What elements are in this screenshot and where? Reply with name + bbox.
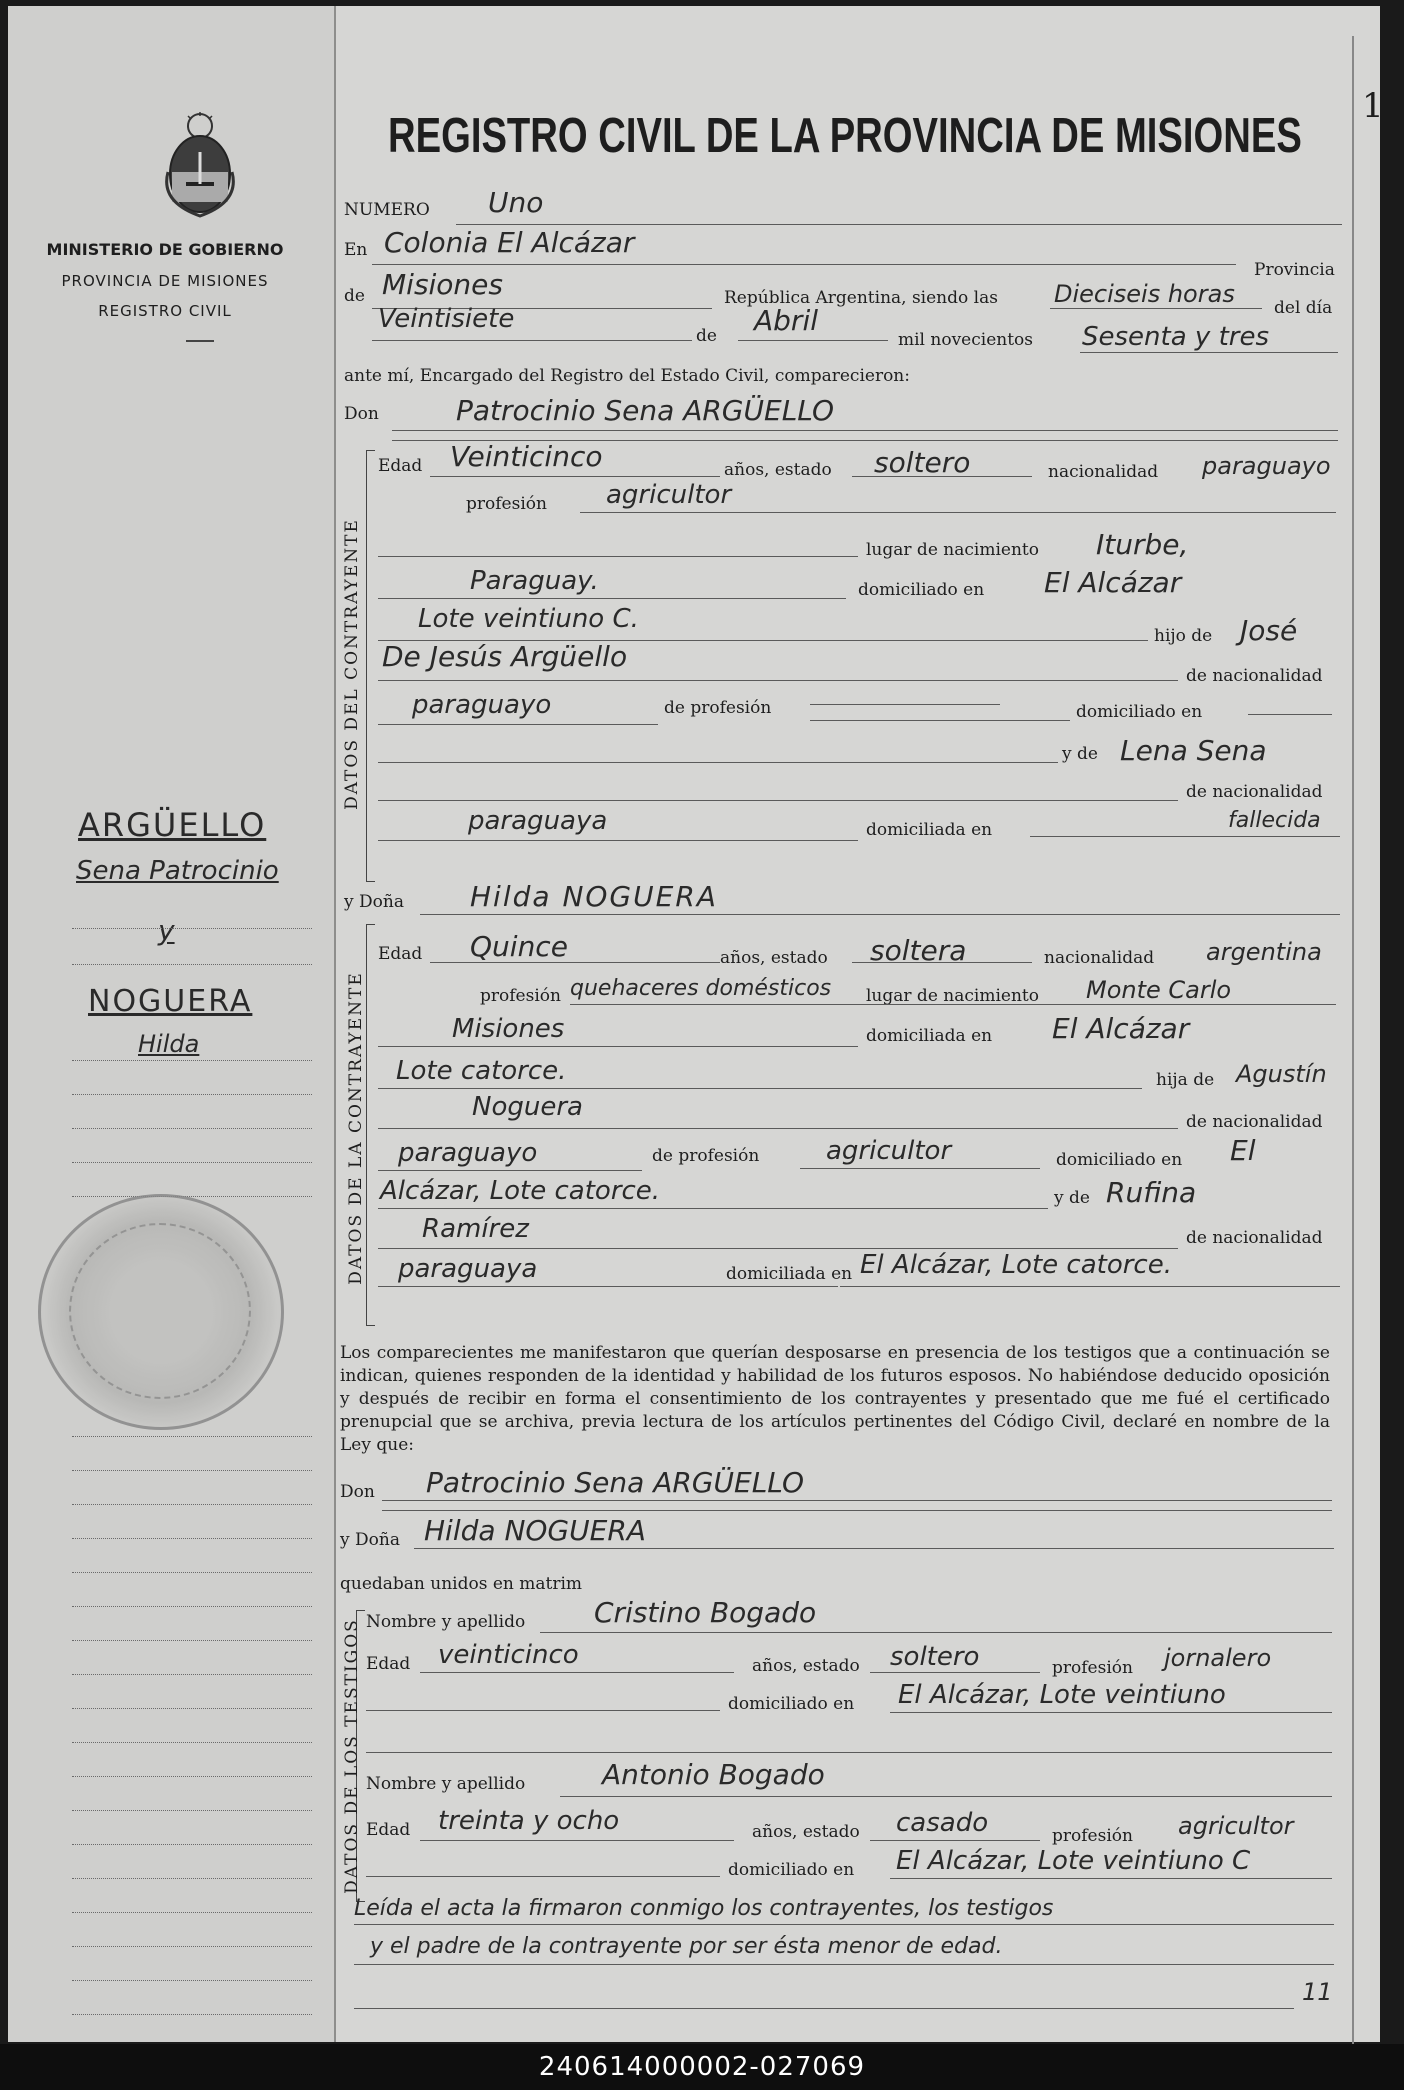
- label-numero: NUMERO: [344, 200, 430, 220]
- side-label-contrayente-f: DATOS DE LA CONTRAYENTE: [346, 971, 366, 1285]
- field-don: Patrocinio Sena ARGÜELLO: [456, 394, 835, 427]
- label-lugar-nac: lugar de nacimiento: [866, 540, 1039, 560]
- bride-bracket: [366, 924, 375, 1326]
- bride-padre-dom2: Alcázar, Lote catorce.: [380, 1176, 661, 1206]
- label-edad-w2: Edad: [366, 1820, 411, 1840]
- declaration-paragraph: Los comparecientes me manifestaron que querían desposarse en presencia de los testigos que a continuación se indican, quienes responden de la identidad y habilidad de los futuros esposos. No habiéndose deducido oposición y después de recibir en forma el consentimiento de los contrayentes y presentado que me fué el certificado prenupcial que se archiva, previa lectura de los artículos pertinentes del Código Civil, declaré en nombre de la Ley que:: [340, 1343, 1330, 1455]
- label-lugar-nac-f: lugar de nacimiento: [866, 986, 1039, 1006]
- margin-conjunction: y: [158, 914, 175, 947]
- label-de-nacionalidad-f: de nacionalidad: [1186, 1112, 1323, 1132]
- coat-of-arms-icon: [160, 112, 240, 224]
- label-domiciliado-f-padre: domiciliado en: [1056, 1150, 1183, 1170]
- page-number: 1: [1362, 86, 1384, 126]
- field-en: Colonia El Alcázar: [384, 226, 635, 259]
- label-nacionalidad: nacionalidad: [1048, 462, 1159, 482]
- witness1-edad: veinticinco: [438, 1640, 579, 1670]
- label-nacionalidad-f: nacionalidad: [1044, 948, 1155, 968]
- groom-padre2: De Jesús Argüello: [382, 640, 628, 673]
- margin-divider: [334, 6, 336, 2042]
- field-dia: Veintisiete: [378, 304, 515, 334]
- witness1-nombre: Cristino Bogado: [594, 1596, 817, 1629]
- label-don: Don: [344, 404, 379, 424]
- margin-surname-bride: NOGUERA: [88, 984, 253, 1019]
- groom-estado: soltero: [874, 446, 971, 479]
- label-don-2: Don: [340, 1482, 375, 1502]
- label-domiciliada: domiciliada en: [866, 820, 993, 840]
- field-dona: Hilda NOGUERA: [470, 880, 718, 913]
- label-de-nacionalidad: de nacionalidad: [1186, 666, 1323, 686]
- official-seal-stamp: [38, 1194, 284, 1430]
- label-de-nacionalidad-f-madre: de nacionalidad: [1186, 1228, 1323, 1248]
- margin-names-bride: Hilda: [138, 1030, 200, 1058]
- margin-names-groom: Sena Patrocinio: [76, 856, 279, 886]
- page-title: REGISTRO CIVIL DE LA PROVINCIA DE MISIONES: [388, 109, 1302, 163]
- field-don-2: Patrocinio Sena ARGÜELLO: [426, 1466, 805, 1499]
- side-label-testigos: DATOS DE LOS TESTIGOS: [342, 1618, 362, 1894]
- label-ante-mi: ante mí, Encargado del Registro del Estado Civil, comparecieron:: [344, 366, 910, 386]
- document-id-footer: 240614000002-027069: [0, 2044, 1404, 2090]
- groom-padre-nac: paraguayo: [412, 690, 552, 720]
- label-de: de: [344, 286, 365, 306]
- label-domiciliada-f-madre: domiciliada en: [726, 1264, 853, 1284]
- label-quedaban: quedaban unidos en matrim: [340, 1574, 583, 1594]
- bride-estado: soltera: [870, 934, 967, 967]
- witness2-domicilio: El Alcázar, Lote veintiuno C: [896, 1846, 1251, 1876]
- groom-domicilio: El Alcázar: [1044, 566, 1182, 599]
- bride-madre-nac: paraguaya: [398, 1254, 538, 1284]
- witness2-nombre: Antonio Bogado: [602, 1758, 825, 1791]
- label-de-nacionalidad-madre: de nacionalidad: [1186, 782, 1323, 802]
- label-y-dona-2: y Doña: [340, 1530, 400, 1550]
- label-profesion-w2: profesión: [1052, 1826, 1133, 1846]
- label-republica: República Argentina, siendo las: [724, 288, 998, 308]
- bride-padre2: Noguera: [472, 1092, 583, 1122]
- label-de-profesion: de profesión: [664, 698, 772, 718]
- label-edad-f: Edad: [378, 944, 423, 964]
- bride-padre-prof: agricultor: [826, 1136, 952, 1166]
- bride-madre2: Ramírez: [422, 1214, 529, 1244]
- label-domiciliada-f: domiciliada en: [866, 1026, 993, 1046]
- groom-lugar-nac: Iturbe,: [1096, 528, 1189, 561]
- side-label-contrayente: DATOS DEL CONTRAYENTE: [342, 518, 362, 810]
- field-de-provincia: Misiones: [382, 268, 503, 301]
- bride-profesion: quehaceres domésticos: [570, 976, 832, 1001]
- label-mil: mil novecientos: [898, 330, 1034, 350]
- closing-line-2: y el padre de la contrayente por ser ésta menor de edad.: [370, 1934, 1003, 1959]
- label-anos-estado-w1: años, estado: [752, 1656, 860, 1676]
- groom-madre-nac: paraguaya: [468, 806, 608, 836]
- label-domiciliado-w1: domiciliado en: [728, 1694, 855, 1714]
- witness1-estado: soltero: [890, 1642, 980, 1672]
- bride-madre: Rufina: [1106, 1176, 1197, 1209]
- groom-profesion: agricultor: [606, 480, 732, 510]
- witness2-profesion: agricultor: [1178, 1812, 1294, 1840]
- label-del-dia: del día: [1274, 298, 1333, 318]
- label-hijo-de: hijo de: [1154, 626, 1213, 646]
- groom-madre-dom: fallecida: [1228, 808, 1321, 833]
- office-name: REGISTRO CIVIL: [98, 302, 232, 320]
- page-right-edge: [1352, 36, 1354, 2046]
- witness2-estado: casado: [896, 1808, 989, 1838]
- bride-madre-dom: El Alcázar, Lote catorce.: [860, 1250, 1172, 1280]
- label-domiciliado: domiciliado en: [858, 580, 985, 600]
- label-edad-w1: Edad: [366, 1654, 411, 1674]
- groom-domicilio2: Lote veintiuno C.: [418, 604, 639, 634]
- bride-nacionalidad: argentina: [1206, 938, 1322, 966]
- label-anos-estado-f: años, estado: [720, 948, 828, 968]
- groom-lugar-nac2: Paraguay.: [470, 566, 599, 596]
- label-profesion: profesión: [466, 494, 547, 514]
- groom-madre: Lena Sena: [1120, 734, 1267, 767]
- label-de-mes: de: [696, 326, 717, 346]
- margin-surname-groom: ARGÜELLO: [78, 806, 267, 844]
- label-domiciliado-w2: domiciliado en: [728, 1860, 855, 1880]
- bride-lugar-nac2: Misiones: [452, 1014, 565, 1044]
- ministry-name: MINISTERIO DE GOBIERNO: [46, 240, 284, 259]
- bride-domicilio2: Lote catorce.: [396, 1056, 567, 1086]
- label-domiciliado-padre: domiciliado en: [1076, 702, 1203, 722]
- label-anos-estado: años, estado: [724, 460, 832, 480]
- label-provincia: Provincia: [1254, 260, 1335, 280]
- label-hija-de: hija de: [1156, 1070, 1215, 1090]
- field-horas: Dieciseis horas: [1054, 280, 1235, 308]
- divider: [186, 340, 214, 342]
- bride-padre-nac: paraguayo: [398, 1138, 538, 1168]
- label-profesion-f: profesión: [480, 986, 561, 1006]
- label-profesion-w1: profesión: [1052, 1658, 1133, 1678]
- witness2-edad: treinta y ocho: [438, 1806, 620, 1836]
- label-nombre-apellido-1: Nombre y apellido: [366, 1612, 526, 1632]
- bride-padre-dom: El: [1230, 1134, 1256, 1167]
- label-de-profesion-f: de profesión: [652, 1146, 760, 1166]
- groom-edad: Veinticinco: [450, 440, 603, 473]
- closing-mark: 11: [1302, 1978, 1333, 2006]
- label-y-de: y de: [1062, 744, 1098, 764]
- field-anio: Sesenta y tres: [1082, 322, 1269, 352]
- groom-bracket: [366, 450, 375, 882]
- bride-domicilio: El Alcázar: [1052, 1012, 1190, 1045]
- closing-line-1: Leída el acta la firmaron conmigo los contrayentes, los testigos: [354, 1896, 1054, 1921]
- bride-lugar-nac: Monte Carlo: [1086, 976, 1232, 1004]
- label-y-dona: y Doña: [344, 892, 404, 912]
- witness1-profesion: jornalero: [1164, 1644, 1272, 1672]
- label-nombre-apellido-2: Nombre y apellido: [366, 1774, 526, 1794]
- field-mes: Abril: [754, 304, 818, 337]
- groom-padre: José: [1240, 614, 1298, 647]
- label-anos-estado-w2: años, estado: [752, 1822, 860, 1842]
- label-y-de-f: y de: [1054, 1188, 1090, 1208]
- witness1-domicilio: El Alcázar, Lote veintiuno: [898, 1680, 1226, 1710]
- bride-padre: Agustín: [1236, 1060, 1327, 1088]
- groom-nacionalidad: paraguayo: [1202, 452, 1331, 480]
- field-numero: Uno: [488, 186, 544, 219]
- bride-edad: Quince: [470, 930, 568, 963]
- label-edad: Edad: [378, 456, 423, 476]
- field-dona-2: Hilda NOGUERA: [424, 1514, 646, 1547]
- province-name: PROVINCIA DE MISIONES: [61, 272, 269, 290]
- label-en: En: [344, 240, 368, 260]
